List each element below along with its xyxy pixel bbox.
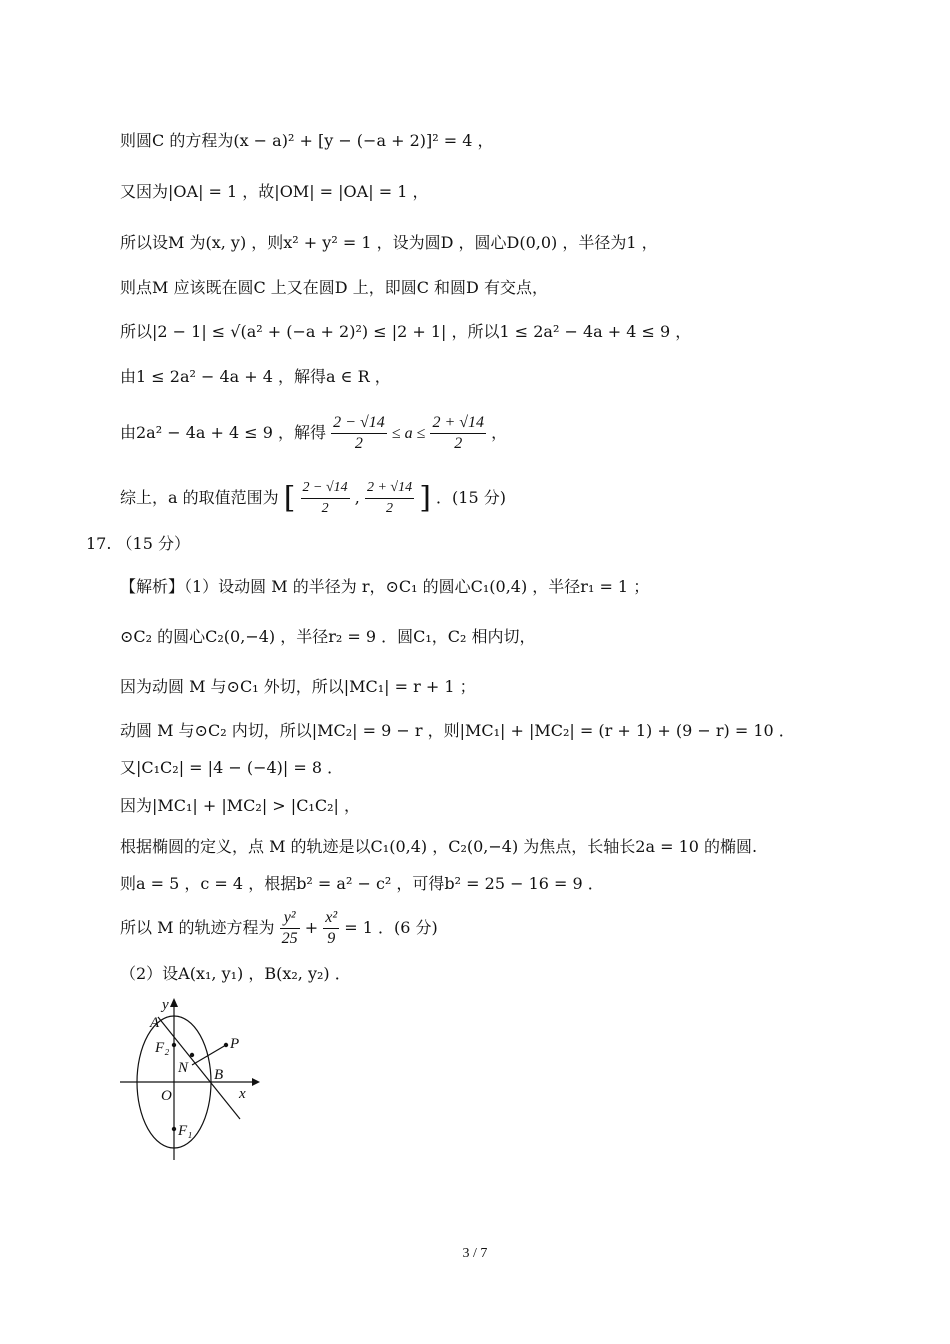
focus-f1-point: [172, 1127, 176, 1131]
fraction-denominator: 2: [354, 435, 363, 452]
x-axis-arrow-icon: [252, 1078, 260, 1086]
label-a: A: [150, 1015, 160, 1031]
fraction-numerator: y²: [280, 908, 300, 929]
fraction-numerator: 2 − √14: [331, 413, 387, 434]
text-line: 则a = 5 ，c = 4 ，根据b² = a² − c² ，可得b² = 25 − 16 = 9 ．: [120, 874, 604, 893]
text-segment: 由2a² − 4a + 4 ≤ 9 ，解得: [120, 423, 327, 442]
text-line: 又因为|OA| = 1 ，故|OM| = |OA| = 1 ，: [120, 182, 429, 201]
text-segment: 综上，a 的取值范围为: [120, 488, 279, 507]
fraction-denominator: 9: [327, 930, 336, 947]
text-segment: = 1 ．(6 分): [344, 918, 438, 937]
label-f1: F₁: [178, 1123, 193, 1139]
label-n: N: [178, 1060, 189, 1076]
text-line: 又|C₁C₂| = |4 − (−4)| = 8 ．: [120, 758, 344, 777]
focus-f2-point: [172, 1043, 176, 1047]
text-line: 因为|MC₁| + |MC₂| > |C₁C₂| ，: [120, 796, 360, 815]
fraction-x-term: [323, 908, 339, 949]
text-segment: ，: [491, 423, 508, 442]
page-number: 3 / 7: [462, 1246, 488, 1261]
fraction-lower-bound: [301, 478, 350, 519]
text-line: 所以|2 − 1| ≤ √(a² + (−a + 2)²) ≤ |2 + 1| ，所以1 ≤ 2a² − 4a + 4 ≤ 9 ，: [120, 322, 692, 341]
fraction-denominator: 25: [281, 930, 298, 947]
label-y: y: [162, 997, 169, 1013]
point-p: [224, 1043, 228, 1047]
fraction-upper-bound: [365, 478, 414, 519]
text-segment: 所以 M 的轨迹方程为: [120, 918, 275, 937]
text-line: 动圆 M 与⊙C₂ 内切，所以|MC₂| = 9 − r ，则|MC₁| + |MC₂| = (r + 1) + (9 − r) = 10 ．: [120, 721, 795, 740]
fraction-numerator: 2 + √14: [365, 478, 414, 499]
text-line: 由1 ≤ 2a² − 4a + 4 ，解得a ∈ R ，: [120, 367, 391, 386]
label-x: x: [239, 1086, 246, 1102]
fraction-numerator: 2 + √14: [430, 413, 486, 434]
fraction-denominator: 2: [454, 435, 463, 452]
label-p: P: [230, 1036, 240, 1052]
y-axis-arrow-icon: [170, 998, 178, 1007]
label-o: O: [161, 1088, 172, 1104]
text-line: 所以设M 为(x, y) ，则x² + y² = 1 ，设为圆D ，圆心D(0,0) ，半径为1 ，: [120, 233, 658, 252]
text-line: 则圆C 的方程为(x − a)² + [y − (−a + 2)]² = 4 ，: [120, 131, 494, 150]
ellipse-figure: [112, 995, 272, 1165]
text-line: 因为动圆 M 与⊙C₁ 外切，所以|MC₁| = r + 1 ；: [120, 677, 476, 696]
label-b: B: [214, 1067, 224, 1083]
label-f2: F₂: [155, 1040, 170, 1056]
text-line: 则点M 应该既在圆C 上又在圆D 上，即圆C 和圆D 有交点，: [120, 278, 548, 297]
ellipse-equation: [120, 906, 438, 950]
fraction-upper-bound: [430, 413, 486, 454]
text-line: 根据椭圆的定义，点 M 的轨迹是以C₁(0,4) ，C₂(0,−4) 为焦点，长轴长2a = 10 的椭圆.: [120, 837, 758, 856]
text-line: （2）设A(x₁, y₁) ，B(x₂, y₂) ．: [120, 964, 351, 983]
fraction-y-term: [280, 908, 300, 949]
text-segment: ．(15 分): [436, 488, 506, 507]
fraction-lower-bound: [331, 413, 387, 454]
question-number: 17. （15 分）: [86, 534, 190, 553]
fraction-numerator: 2 − √14: [301, 478, 350, 499]
point-n: [190, 1053, 194, 1057]
range-conclusion: 综上，a 的取值范围为 [ $\frac{2 - √14}{2}$ , $\frac{2 + √14}{2}$ ] ．(15 分): [120, 478, 506, 519]
fraction-denominator: 2: [386, 501, 394, 516]
text-line: 【解析】（1）设动圆 M 的半径为 r，⊙C₁ 的圆心C₁(0,4) ，半径r₁ = 1 ；: [120, 577, 650, 596]
interval-separator: ,: [354, 488, 360, 507]
text-line: ⊙C₂ 的圆心C₂(0,−4) ，半径r₂ = 9 ．圆C₁，C₂ 相内切，: [120, 627, 536, 646]
solution-inequality: [120, 411, 507, 456]
text-segment: ≤ a ≤: [391, 425, 426, 442]
fraction-denominator: 2: [321, 501, 329, 516]
text-segment: +: [304, 918, 319, 937]
fraction-numerator: x²: [323, 908, 339, 929]
